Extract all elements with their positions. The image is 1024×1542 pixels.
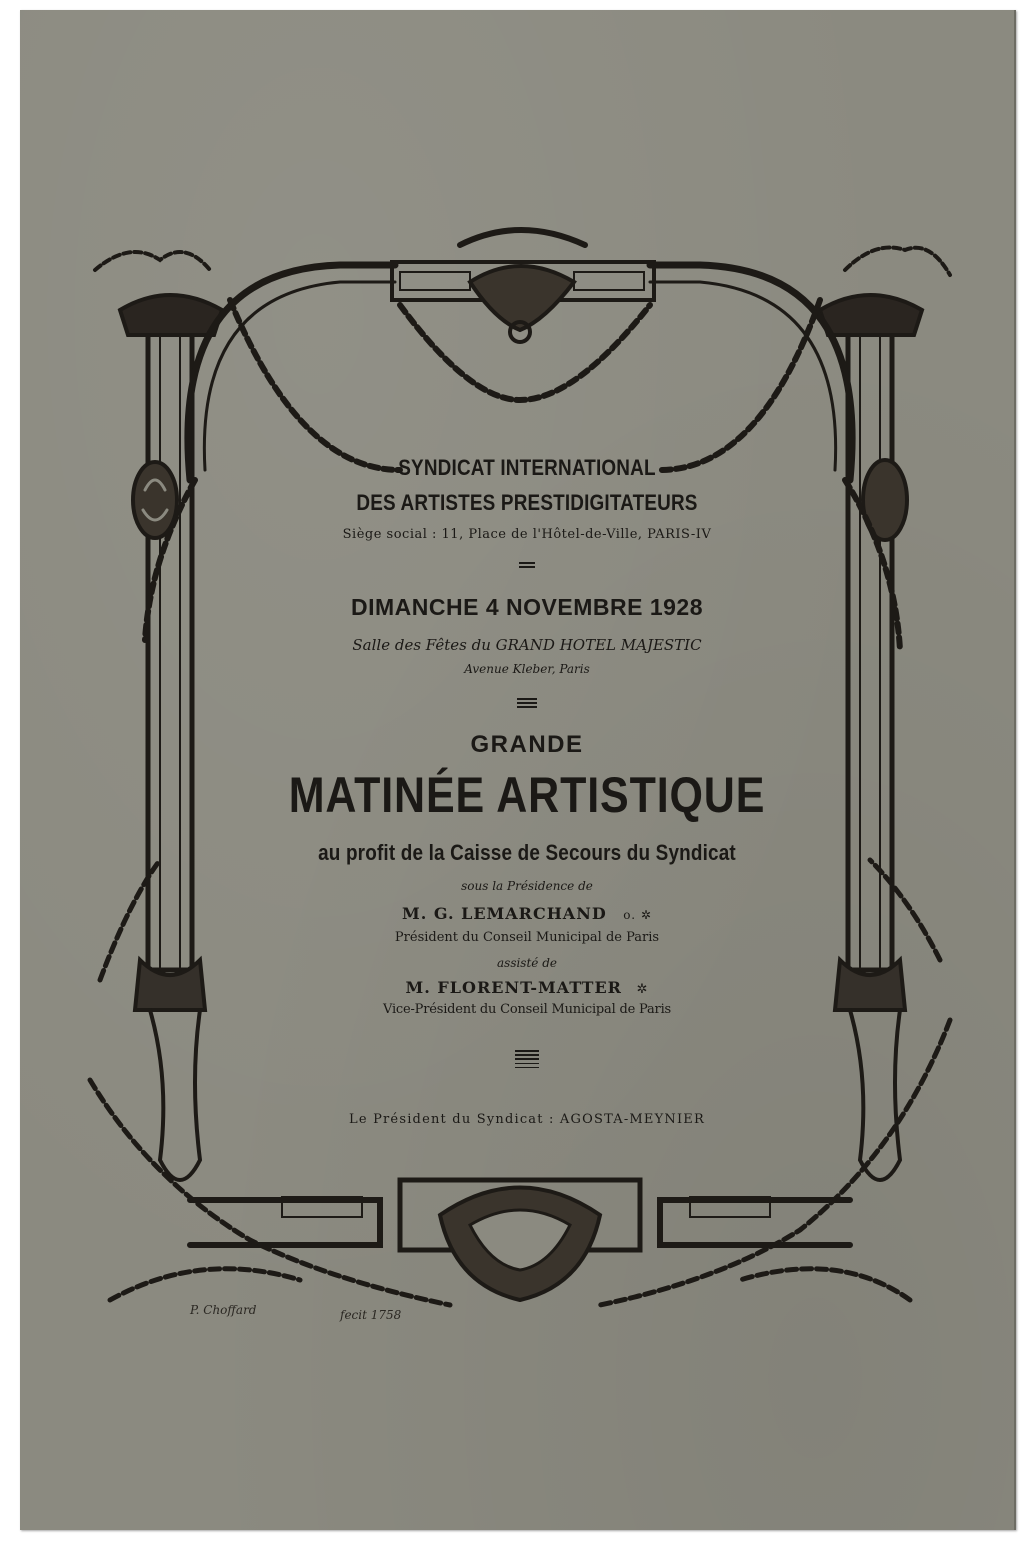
engraving-date: fecit 1758	[340, 1308, 402, 1322]
left-column	[120, 295, 222, 1180]
top-cartouche	[188, 230, 852, 480]
separator-3	[515, 1050, 539, 1071]
president-name: M. G. LEMARCHAND	[402, 904, 607, 923]
benefit-purpose: au profit de la Caisse de Secours du Syndicat	[318, 840, 736, 865]
assisted-by: assisté de	[497, 956, 557, 970]
syndicate-name-line1: SYNDICAT INTERNATIONAL	[398, 455, 656, 480]
event-date: DIMANCHE 4 NOVEMBRE 1928	[351, 594, 703, 620]
title-prefix: GRANDE	[470, 731, 584, 758]
syndicate-name-line2: DES ARTISTES PRESTIDIGITATEURS	[356, 490, 698, 515]
separator-1	[519, 562, 535, 570]
syndicate-president: Le Président du Syndicat : AGOSTA-MEYNIER	[349, 1112, 705, 1127]
vice-president-role: Vice-Président du Conseil Municipal de Paris	[382, 1002, 672, 1017]
decoration-badge-2: ✲	[636, 982, 649, 997]
event-title: MATINÉE ARTISTIQUE	[288, 767, 766, 823]
venue: Salle des Fêtes du GRAND HOTEL MAJESTIC	[352, 636, 702, 654]
president-role: Président du Conseil Municipal de Paris	[394, 930, 660, 945]
separator-2	[517, 698, 537, 711]
vice-president-name: M. FLORENT-MATTER	[405, 978, 622, 997]
bottom-cartouche	[190, 1180, 850, 1300]
vice-president-line	[232, 978, 822, 997]
presidency-intro: sous la Présidence de	[461, 879, 593, 893]
venue-address: Avenue Kleber, Paris	[464, 662, 590, 676]
president-line	[232, 904, 822, 923]
engraver-signature: P. Choffard	[190, 1303, 257, 1317]
decoration-badge: o. ✲	[623, 908, 652, 922]
registered-office: Siège social : 11, Place de l'Hôtel-de-Ville, PARIS-IV	[342, 527, 712, 542]
